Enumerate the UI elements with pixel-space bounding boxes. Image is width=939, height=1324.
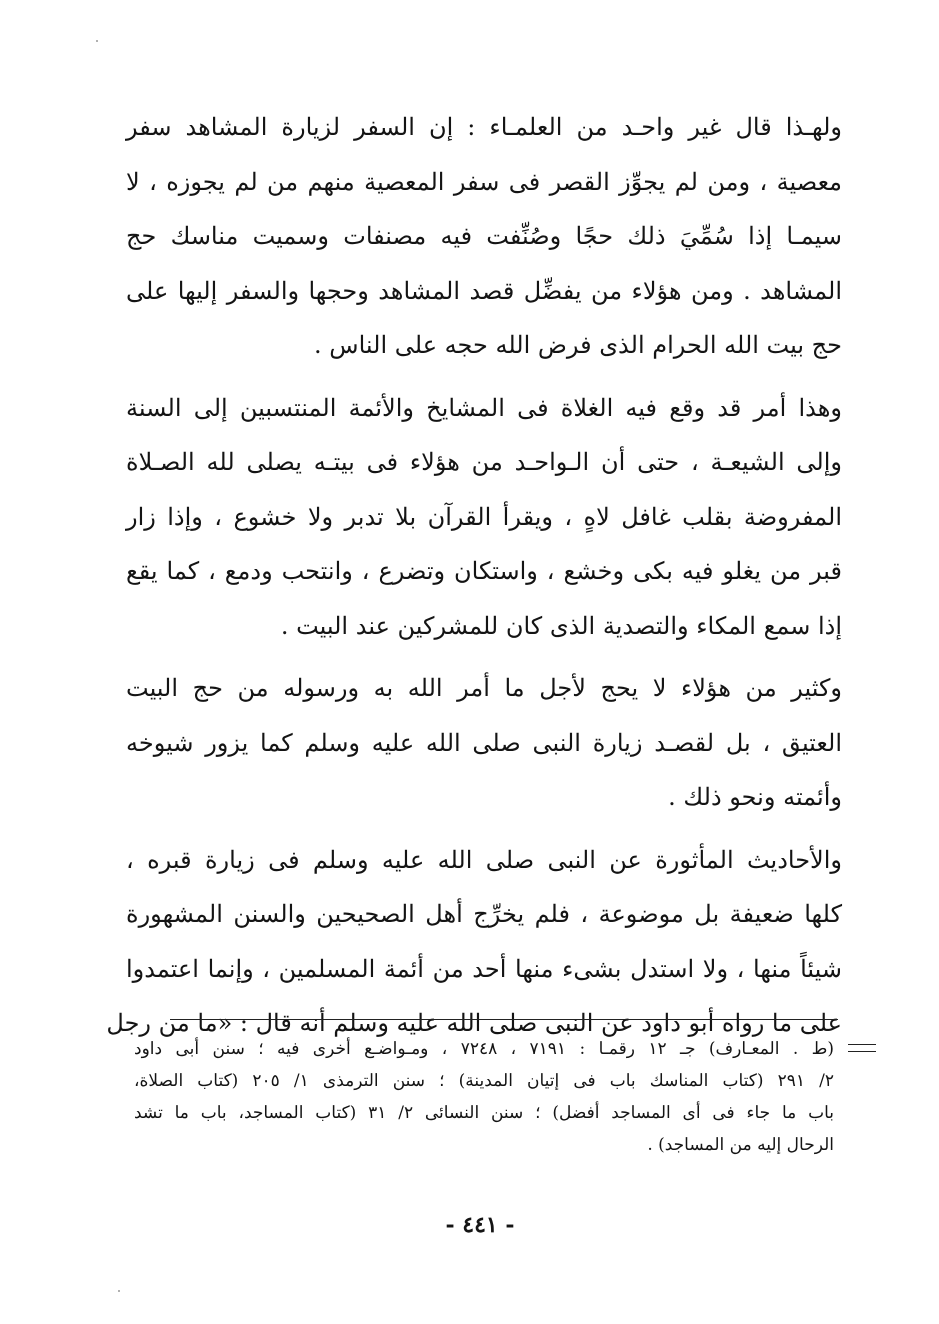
footnote-line: (ط . المعـارف) جـ ١٢ رقمـا : ٧١٩١ ، ٧٢٤٨ ، ومـواضـع أخرى فيه ؛ سنن أبى داود [134,1039,834,1059]
paragraph-1 [126,100,842,373]
text-line: وإلى الشيعـة ، حتى أن الـواحـد من هؤلاء فى بيتـه يصلى لله الصـلاة [126,448,842,476]
text-line: على ما رواه أبو داود عن النبى صلى الله عليه وسلم أنه قال : «ما من رجل [106,1009,842,1037]
text-line: وهذا أمر قد وقع فيه الغلاة فى المشايخ والأئمة المنتسبين إلى السنة [126,393,843,422]
text-line: حج بيت الله الحرام الذى فرض الله حجه على الناس . [314,331,842,359]
footnote-line: ٢/ ٢٩١ (كتاب المناسك باب فى إتيان المدينة) ؛ سنن الترمذى ١/ ٢٠٥ (كتاب الصلاة، [134,1071,834,1091]
main-text-body [106,100,843,1051]
text-line: قبر من يغلو فيه بكى وخشع ، واستكان وتضرع ، وانتحب ودمع ، كما يقع [126,557,842,585]
text-line: وكثير من هؤلاء لا يحج لأجل ما أمر الله به ورسوله من حج البيت [126,674,842,702]
text-line: والأحاديث المأثورة عن النبى صلى الله عليه وسلم فى زيارة قبره ، [126,845,842,874]
footnote-line: الرحال إليه من المساجد) . [647,1135,834,1155]
text-line: العتيق ، بل لقصـد زيارة النبى صلى الله عليه وسلم كما يزور شيوخه [126,728,842,757]
paragraph-3 [126,661,842,825]
text-line: المفروضة بقلب غافل لاهٍ ، ويقرأ القرآن بلا تدبر ولا خشوع ، وإذا زار [126,502,842,531]
footnote-line: باب ما جاء فى أى المساجد أفضل) ؛ سنن النسائى ٢/ ٣١ (كتاب المساجد، باب ما تشد [134,1103,835,1123]
paragraph-4 [106,833,842,1051]
scan-speck [96,40,98,42]
text-line: المشاهد . ومن هؤلاء من يفضِّل قصد المشاهد وحجها والسفر إليها على [126,276,842,305]
text-line: سيمـا إذا سُمِّيَ ذلك حجًا وصُنِّفت فيه مصنفات وسميت مناسك حج [126,222,842,250]
text-line: ولهـذا قال غير واحـد من العلمـاء : إن السفر لزيارة المشاهد سفر [126,113,842,141]
text-line: وأئمته ونحو ذلك . [668,783,842,811]
paragraph-2 [126,381,842,654]
footnote [134,1033,834,1161]
text-line: كلها ضعيفة بل موضوعة ، فلم يخرِّج أهل الصحيحين والسنن المشهورة [126,900,842,928]
text-line: معصية ، ومن لم يجوِّز القصر فى سفر المعصية منهم من لم يجوزه ، لا [126,167,842,196]
footnote-continuation-mark [848,1044,876,1052]
text-line: إذا سمع المكاء والتصدية الذى كان للمشركين عند البيت . [280,611,842,640]
footnote-separator [170,1019,838,1020]
text-line: شيئاً منها ، ولا استدل بشىء منها أحد من أئمة المسلمين ، وإنما اعتمدوا [126,954,842,983]
page-number: - ٤٤١ - [445,1212,515,1238]
scan-speck [118,1290,120,1292]
